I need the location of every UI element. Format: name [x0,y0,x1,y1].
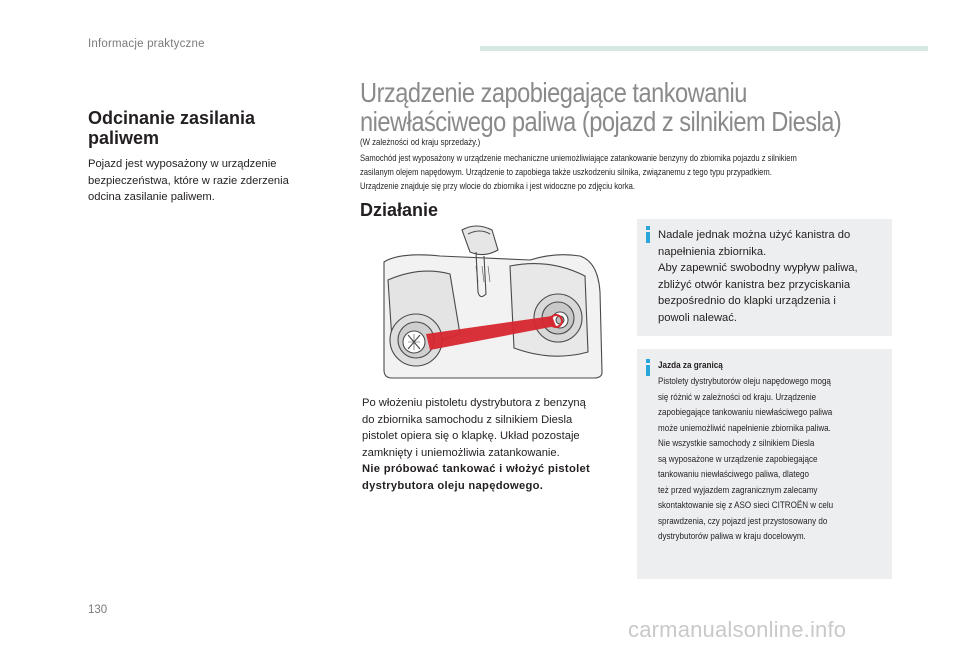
watermark: carmanualsonline.info [628,617,847,642]
note-line: sprawdzenia, czy pojazd jest przystosowany do [658,515,828,527]
paragraph-line: zasilanym olejem napędowym. Urządzenie to zapobiega także uszkodzeniu silnika, związanemu z tego typu przypadkiem. [360,167,772,177]
operation-paragraph [362,395,612,494]
misfuel-intro-paragraph [360,151,885,193]
note-line: skontaktowanie się z ASO sieci CITROËN w celu [658,500,834,511]
info-icon [646,359,653,377]
paragraph-line: Urządzenie znajduje się przy wlocie do zbiornika i jest widoczne po zdjęciu korka. [360,181,636,191]
note-line: dystrybutorów paliwa w kraju docelowym. [658,531,806,542]
paragraph-line: zamknięty i uniemożliwia zatankowanie. [362,446,560,459]
misfuel-device-heading [360,78,859,136]
note-line: może uniemożliwić napełnienie zbiornika paliwa. [658,422,831,434]
paragraph-line: Pojazd jest wyposażony w urządzenie [88,158,277,170]
header-accent-bar [480,46,928,51]
note-line: napełnienia zbiornika. [658,245,767,258]
note-line: są wyposażone w urządzenie zapobiegające [658,453,818,465]
warning-line: dystrybutora oleju napędowego. [362,479,544,492]
note-line: Aby zapewnić swobodny wypływ paliwa, [658,262,858,274]
paragraph-line: Samochód jest wyposażony w urządzenie mechaniczne uniemożliwiające zatankowanie benzyny do zbiornika pojazdu z silnikiem [360,153,797,163]
note-line: Nie wszystkie samochody z silnikiem Diesla [658,438,815,449]
heading-line: Urządzenie zapobiegające tankowaniu [360,77,747,108]
fuel-cutoff-paragraph [88,156,318,206]
fuel-cutoff-heading-line: paliwem [88,128,160,148]
note-line: bezpośrednio do klapki urządzenia i [658,295,836,307]
paragraph-line: pistolet opiera się o klapkę. Układ pozostaje [362,430,580,442]
note-line: zbliżyć otwór kanistra bez przyciskania [658,278,851,291]
note-line: powoli nalewać. [658,311,737,324]
abroad-note-title: Jazda za granicą [658,360,723,371]
availability-note: (W zależności od kraju sprzedaży.) [360,137,481,148]
heading-line: niewłaściwego paliwa (pojazd z silnikiem Diesla) [360,106,842,137]
fuel-filler-diagram-svg [380,222,604,382]
abroad-note-text [658,374,889,545]
note-line: się różnić w zależności od kraju. Urządzenie [658,391,817,403]
paragraph-line: bezpieczeństwa, które w razie zderzenia [88,174,289,187]
fuel-filler-diagram [380,222,604,382]
note-line: Pistolety dystrybutorów oleju napędowego mogą [658,376,831,387]
fuel-cutoff-heading [88,108,308,148]
section-header: Informacje praktyczne [88,38,205,50]
note-line: też przed wyjazdem zagranicznym zalecamy [658,484,818,496]
note-line: tankowaniu niewłaściwego paliwa, dlatego [658,469,809,480]
paragraph-line: do zbiornika samochodu z silnikiem Diesla [362,413,573,426]
operation-heading: Działanie [360,200,439,220]
tip-note-text [658,227,886,326]
paragraph-line: odcina zasilanie paliwem. [88,191,215,203]
page-number: 130 [88,604,108,616]
warning-line: Nie próbować tankować i włożyć pistolet [362,463,591,475]
note-line: Nadale jednak można użyć kanistra do [658,229,851,241]
info-icon [646,226,653,244]
fuel-cutoff-heading-line: Odcinanie zasilania [88,108,256,128]
note-line: zapobiegające tankowaniu niewłaściwego paliwa [658,407,833,418]
paragraph-line: Po włożeniu pistoletu dystrybutora z benzyną [362,397,586,409]
